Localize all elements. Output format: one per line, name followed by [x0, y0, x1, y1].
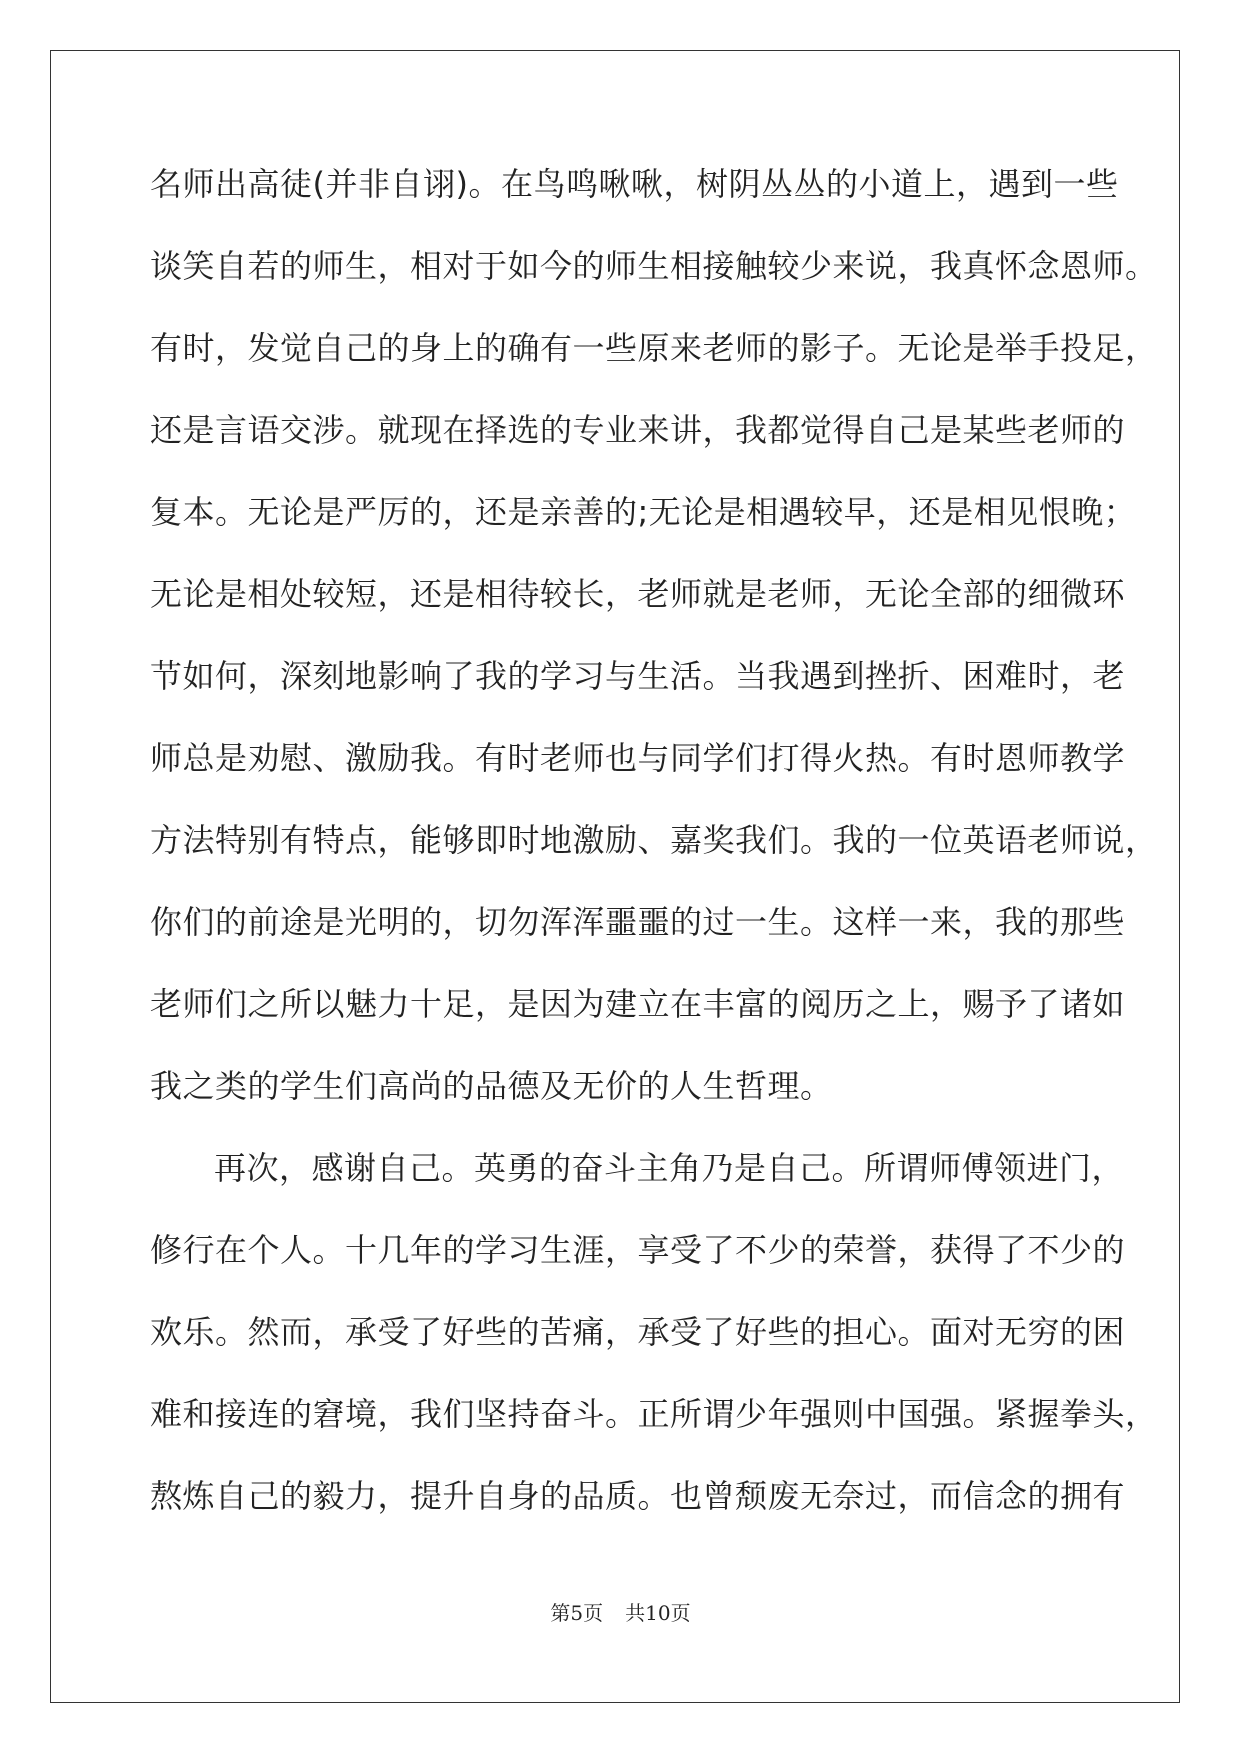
text-line: 名师出高徒(并非自诩)。在鸟鸣啾啾，树阴丛丛的小道上，遇到一些	[150, 165, 1119, 203]
text-line: 方法特别有特点，能够即时地激励、嘉奖我们。我的一位英语老师说，	[150, 821, 1158, 859]
text-line: 师总是劝慰、激励我。有时老师也与同学们打得火热。有时恩师教学	[150, 739, 1126, 777]
text-line: 修行在个人。十几年的学习生涯，享受了不少的荣誉，获得了不少的	[150, 1231, 1126, 1269]
page-footer	[0, 1597, 1241, 1626]
text-line: 你们的前途是光明的，切勿浑浑噩噩的过一生。这样一来，我的那些	[150, 903, 1126, 941]
text-line: 有时，发觉自己的身上的确有一些原来老师的影子。无论是举手投足，	[150, 329, 1158, 367]
document-body	[150, 158, 1158, 1552]
text-line: 复本。无论是严厉的，还是亲善的;无论是相遇较早，还是相见恨晚；	[150, 493, 1137, 531]
text-line: 节如何，深刻地影响了我的学习与生活。当我遇到挫折、困难时，老	[150, 657, 1126, 695]
text-line: 谈笑自若的师生，相对于如今的师生相接触较少来说，我真怀念恩师。	[150, 247, 1158, 285]
paragraph-start-line: 再次，感谢自己。英勇的奋斗主角乃是自己。所谓师傅领进门，	[214, 1149, 1125, 1187]
text-line: 无论是相处较短，还是相待较长，老师就是老师，无论全部的细微环	[150, 575, 1126, 613]
page-number: 第5页	[550, 1601, 604, 1625]
text-line: 我之类的学生们高尚的品德及无价的人生哲理。	[150, 1067, 833, 1105]
text-line: 还是言语交涉。就现在择选的专业来讲，我都觉得自己是某些老师的	[150, 411, 1126, 449]
page-total: 共10页	[625, 1601, 691, 1625]
text-line: 难和接连的窘境，我们坚持奋斗。正所谓少年强则中国强。紧握拳头，	[150, 1395, 1158, 1433]
text-line: 欢乐。然而，承受了好些的苦痛，承受了好些的担心。面对无穷的困	[150, 1313, 1126, 1351]
text-line: 老师们之所以魅力十足，是因为建立在丰富的阅历之上，赐予了诸如	[150, 985, 1126, 1023]
text-line: 熬炼自己的毅力，提升自身的品质。也曾颓废无奈过，而信念的拥有	[150, 1477, 1126, 1515]
